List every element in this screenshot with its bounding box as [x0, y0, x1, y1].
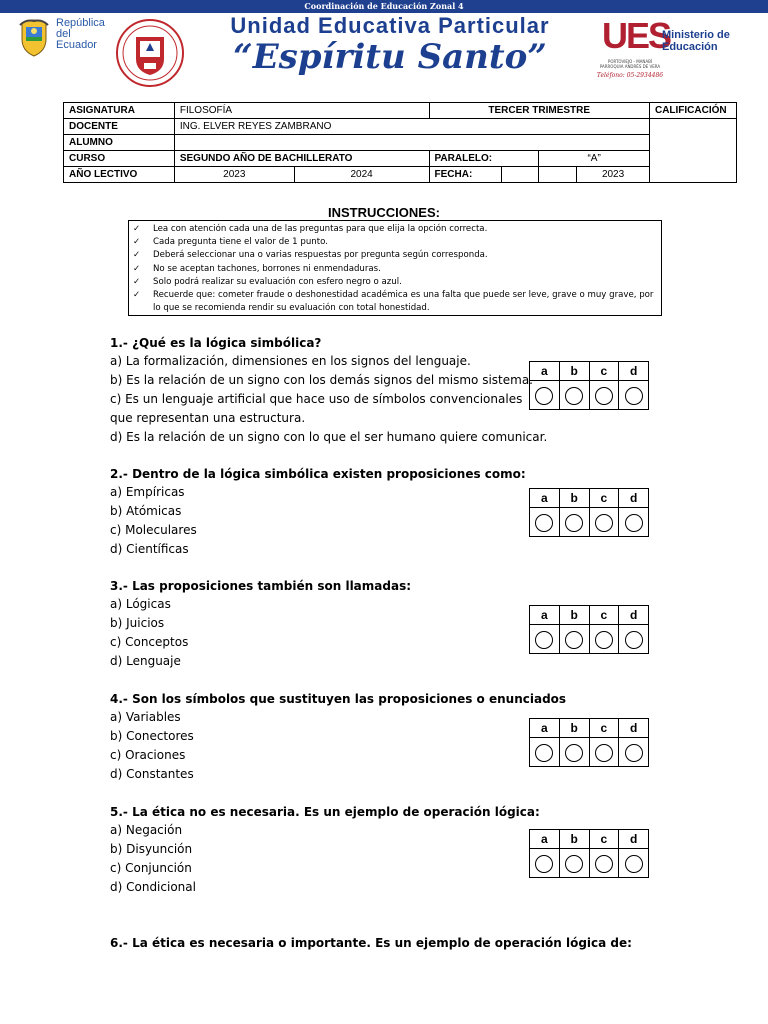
answer-letter: b [560, 830, 590, 849]
answer-letter: d [619, 830, 648, 849]
instruction-text: Deberá seleccionar una o varias respuestas por pregunta según corresponda. [153, 250, 488, 261]
instruction-item [133, 289, 657, 315]
answer-letter: c [590, 489, 620, 508]
government-name-line2: del Ecuador [56, 28, 97, 51]
answer-letter: b [560, 719, 590, 738]
answer-grid-3 [529, 605, 649, 654]
question-3 [110, 577, 411, 671]
question-option: a) Variables [110, 710, 181, 724]
ministry-name: Ministerio de Educación [662, 29, 730, 53]
instructions-title: INSTRUCCIONES: [328, 205, 440, 220]
calificacion-field[interactable] [649, 119, 736, 183]
instruction-item [133, 223, 657, 236]
answer-letter: b [560, 489, 590, 508]
instruction-text: No se aceptan tachones, borrones ni enmendaduras. [153, 263, 381, 274]
answer-letter: c [590, 606, 620, 625]
answer-letter: c [590, 830, 620, 849]
question-option: b) Disyunción [110, 842, 193, 856]
answer-letter: c [590, 362, 620, 381]
alumno-label: ALUMNO [64, 135, 175, 151]
question-option: c) Conjunción [110, 861, 192, 875]
question-option: d) Lenguaje [110, 654, 181, 668]
checkmark-icon: ✓ [133, 224, 141, 234]
fecha-label: FECHA: [429, 167, 502, 183]
anio-fin: 2024 [294, 167, 429, 183]
checkmark-icon: ✓ [133, 290, 141, 301]
answer-bubble-c[interactable] [595, 631, 613, 649]
instruction-item [133, 249, 657, 262]
question-5 [110, 803, 540, 897]
curso-label: CURSO [64, 151, 175, 167]
question-title: 6.- La ética es necesaria o importante. Es un ejemplo de operación lógica de: [110, 936, 632, 950]
checkmark-icon: ✓ [133, 263, 141, 274]
instruction-item [133, 263, 657, 276]
ues-logo [596, 15, 671, 81]
school-emblem-icon [114, 17, 186, 89]
answer-letter: a [530, 362, 560, 381]
question-option: a) La formalización, dimensiones en los signos del lenguaje. [110, 354, 471, 368]
fecha-dia-field[interactable] [502, 167, 539, 183]
instruction-text: Lea con atención cada una de las preguntas para que elija la opción correcta. [153, 224, 488, 234]
question-option: b) Conectores [110, 729, 194, 743]
question-title: 5.- La ética no es necesaria. Es un ejemplo de operación lógica: [110, 805, 540, 819]
answer-grid-2 [529, 488, 649, 537]
government-name-line1: República [56, 17, 105, 29]
instruction-text: Recuerde que: cometer fraude o deshonestidad académica es una falta que puede ser leve, grave o muy grave, por lo que se recomienda rendir su evaluación con total honestidad. [153, 290, 654, 314]
government-logo [8, 15, 106, 59]
paralelo-value: “A” [539, 151, 650, 167]
question-option: d) Es la relación de un signo con lo que el ser humano quiere comunicar. [110, 430, 548, 444]
question-option: d) Constantes [110, 767, 194, 781]
question-option: a) Empíricas [110, 485, 185, 499]
answer-letter: c [590, 719, 620, 738]
top-banner: Coordinación de Educación Zonal 4 [0, 0, 768, 13]
answer-letter: d [619, 362, 648, 381]
answer-bubble-b[interactable] [565, 514, 583, 532]
school-title-line2: “Espíritu Santo” [233, 37, 547, 77]
answer-bubble-b[interactable] [565, 744, 583, 762]
answer-letter: a [530, 719, 560, 738]
answer-bubble-a[interactable] [535, 387, 553, 405]
ecuador-coat-of-arms-icon [18, 17, 50, 57]
instruction-text: Cada pregunta tiene el valor de 1 punto. [153, 237, 328, 248]
answer-letter: b [560, 362, 590, 381]
docente-label: DOCENTE [64, 119, 175, 135]
ues-caption: PORTOVIEJO - MANABÍ PARROQUIA ANDRÉS DE VERA [599, 59, 661, 69]
question-title: 1.- ¿Qué es la lógica simbólica? [110, 336, 322, 350]
answer-grid-1 [529, 361, 649, 410]
calificacion-label: CALIFICACIÓN [649, 103, 736, 119]
answer-bubble-d[interactable] [625, 631, 643, 649]
header [0, 13, 768, 85]
question-option: c) Es un lenguaje artificial que hace uso de símbolos convencionales [110, 392, 523, 406]
question-option: a) Negación [110, 823, 183, 837]
answer-bubble-a[interactable] [535, 631, 553, 649]
school-title [190, 13, 590, 85]
ues-logo-text: UES [602, 15, 671, 56]
paralelo-label: PARALELO: [429, 151, 539, 167]
instruction-item [133, 236, 657, 249]
docente-value: ING. ELVER REYES ZAMBRANO [174, 119, 649, 135]
answer-letter: a [530, 830, 560, 849]
instruction-text: Solo podrá realizar su evaluación con esfero negro o azul. [153, 276, 402, 287]
answer-bubble-d[interactable] [625, 387, 643, 405]
checkmark-icon: ✓ [133, 276, 141, 287]
answer-bubble-d[interactable] [625, 855, 643, 873]
instructions-box [128, 220, 662, 316]
student-info-table [63, 102, 737, 183]
answer-bubble-b[interactable] [565, 387, 583, 405]
checkmark-icon: ✓ [133, 237, 141, 248]
anio-inicio: 2023 [174, 167, 294, 183]
answer-bubble-a[interactable] [535, 855, 553, 873]
ues-phone: Teléfono: 05-2934486 [596, 72, 664, 79]
answer-bubble-c[interactable] [595, 855, 613, 873]
asignatura-label: ASIGNATURA [64, 103, 175, 119]
question-title: 4.- Son los símbolos que sustituyen las proposiciones o enunciados [110, 692, 567, 706]
answer-bubble-d[interactable] [625, 744, 643, 762]
question-option: a) Lógicas [110, 597, 171, 611]
fecha-anio: 2023 [577, 167, 650, 183]
alumno-field[interactable] [174, 135, 649, 151]
answer-letter: d [619, 606, 648, 625]
answer-letter: a [530, 489, 560, 508]
instruction-item [133, 276, 657, 289]
question-option: d) Científicas [110, 542, 189, 556]
curso-value: SEGUNDO AÑO DE BACHILLERATO [174, 151, 429, 167]
asignatura-value: FILOSOFÍA [174, 103, 429, 119]
question-1 [110, 334, 547, 447]
fecha-mes-field[interactable] [539, 167, 577, 183]
answer-letter: d [619, 719, 648, 738]
question-title: 3.- Las proposiciones también son llamadas: [110, 579, 412, 593]
answer-grid-5 [529, 829, 649, 878]
answer-grid-4 [529, 718, 649, 767]
question-option: c) Oraciones [110, 748, 186, 762]
answer-bubble-a[interactable] [535, 744, 553, 762]
answer-bubble-b[interactable] [565, 631, 583, 649]
school-title-line1: Unidad Educativa Particular [230, 13, 550, 38]
answer-bubble-d[interactable] [625, 514, 643, 532]
checkmark-icon: ✓ [133, 250, 141, 261]
answer-bubble-c[interactable] [595, 744, 613, 762]
answer-bubble-b[interactable] [565, 855, 583, 873]
answer-bubble-c[interactable] [595, 514, 613, 532]
answer-letter: d [619, 489, 648, 508]
answer-bubble-a[interactable] [535, 514, 553, 532]
question-option: c) Moleculares [110, 523, 197, 537]
question-option: c) Conceptos [110, 635, 189, 649]
trimestre-value: TERCER TRIMESTRE [429, 103, 649, 119]
question-title: 2.- Dentro de la lógica simbólica existen proposiciones como: [110, 467, 526, 481]
answer-bubble-c[interactable] [595, 387, 613, 405]
answer-letter: b [560, 606, 590, 625]
question-option: b) Juicios [110, 616, 165, 630]
question-4 [110, 690, 566, 784]
question-2 [110, 465, 526, 559]
answer-letter: a [530, 606, 560, 625]
question-option: d) Condicional [110, 880, 196, 894]
question-option: b) Es la relación de un signo con los demás signos del mismo sistema. [110, 373, 533, 387]
anio-lectivo-label: AÑO LECTIVO [64, 167, 175, 183]
question-option: b) Atómicas [110, 504, 182, 518]
question-option: que representan una estructura. [110, 411, 306, 425]
question-6 [110, 934, 632, 952]
